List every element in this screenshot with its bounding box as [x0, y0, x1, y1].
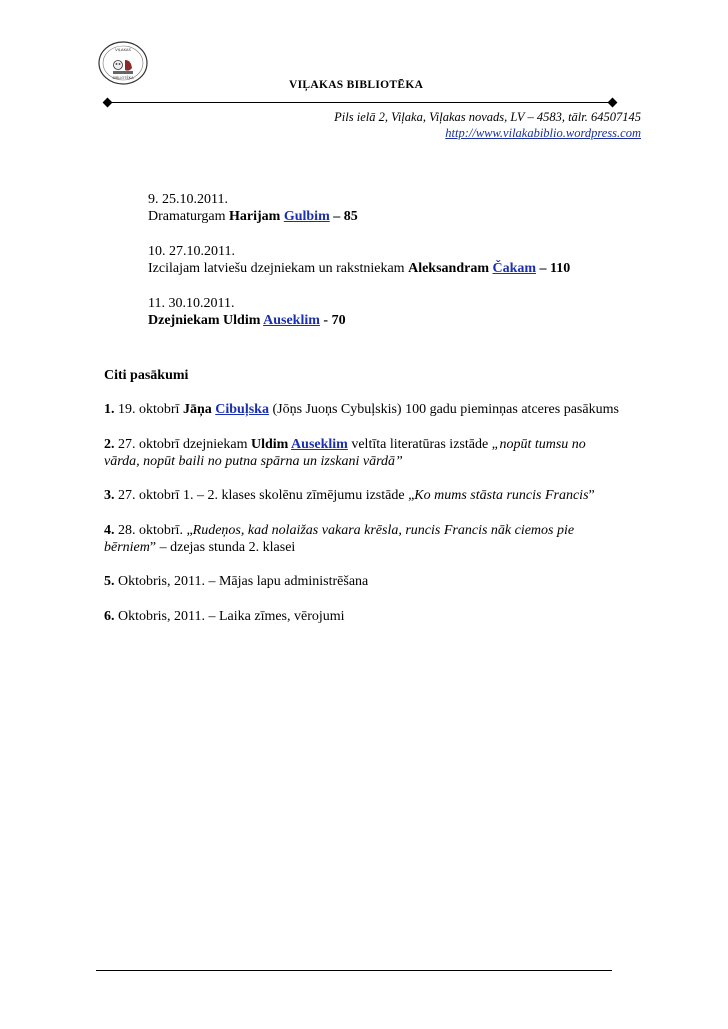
- anniversary-text: Dramaturgam: [148, 209, 229, 224]
- person-name: Uldim: [250, 437, 292, 452]
- poetry-title: bērniem: [104, 540, 150, 555]
- person-name: Dzejniekam Uldim: [148, 313, 264, 328]
- anniversary-age: – 85: [329, 209, 358, 224]
- logo-text-top: VIĻAKAS: [115, 47, 131, 52]
- cakam-link[interactable]: Čakam: [492, 261, 537, 276]
- event-text: Oktobris, 2011. – Laika zīmes, vērojumi: [114, 609, 345, 624]
- event-number: 5.: [104, 574, 115, 589]
- library-url-link[interactable]: http://www.vilakabiblio.wordpress.com: [445, 126, 641, 140]
- logo-text-bottom: BIBLIOTĒKA: [112, 76, 134, 80]
- anniversary-9-date: 9. 25.10.2011.: [148, 192, 228, 207]
- anniversary-age: - 70: [319, 313, 346, 328]
- event-number: 4.: [104, 523, 115, 538]
- anniversary-10-text: [148, 260, 570, 277]
- anniversary-9-text: [148, 208, 358, 225]
- event-text: 28. oktobrī. „: [114, 523, 193, 538]
- header-rule: [108, 102, 613, 103]
- poetry-title: Rudeņos, kad nolaižas vakara krēsla, runcis Francis nāk ciemos pie: [192, 523, 575, 538]
- event-number: 1.: [104, 402, 115, 417]
- rule-right-diamond: [608, 98, 618, 108]
- anniversary-age: – 110: [536, 261, 571, 276]
- event-text: 27. oktobrī 1. – 2. klases skolēnu zīmējumu izstāde „: [114, 488, 415, 503]
- event-text: (Jōņs Juoņs Cybuļskis) 100 gadu pieminņas atceres pasākums: [268, 402, 619, 417]
- event-4-line-2: [104, 539, 295, 556]
- event-3: [104, 487, 595, 504]
- anniversary-11-text: [148, 312, 346, 329]
- event-text: Oktobris, 2011. – Mājas lapu administrēšana: [114, 574, 369, 589]
- person-name: Harijam: [229, 209, 284, 224]
- anniversary-11-date: 11. 30.10.2011.: [148, 296, 235, 311]
- auseklim-link-2[interactable]: Auseklim: [291, 437, 348, 452]
- person-name: Jāņa: [182, 402, 216, 417]
- auseklim-link[interactable]: Auseklim: [263, 313, 320, 328]
- exhibition-title: „nopūt tumsu no: [491, 437, 586, 452]
- event-6: [104, 608, 345, 625]
- rule-left-diamond: [103, 98, 113, 108]
- event-text: 19. oktobrī: [114, 402, 183, 417]
- event-2-line-1: [104, 436, 586, 453]
- event-text: ” – dzejas stunda 2. klasei: [149, 540, 296, 555]
- anniversary-10-date: 10. 27.10.2011.: [148, 244, 235, 259]
- exhibition-title: Ko mums stāsta runcis Francis: [414, 488, 589, 503]
- footer-rule: [96, 970, 612, 971]
- section-title: Citi pasākumi: [104, 368, 189, 383]
- person-name: Aleksandram: [408, 261, 493, 276]
- event-2-line-2: vārda, nopūt baili no putna spārna un izskani vārdā”: [104, 454, 403, 469]
- gulbim-link[interactable]: Gulbim: [283, 209, 330, 224]
- library-logo: [97, 40, 149, 86]
- event-text: ”: [588, 488, 595, 503]
- event-1: [104, 401, 619, 418]
- library-address: Pils ielā 2, Viļaka, Viļakas novads, LV – 4583, tālr. 64507145: [334, 110, 641, 124]
- library-title: VIĻAKAS BIBLIOTĒKA: [289, 79, 424, 91]
- event-text: veltīta literatūras izstāde: [347, 437, 492, 452]
- event-text: 27. oktobrī dzejniekam: [114, 437, 251, 452]
- anniversary-text: Izcilajam latviešu dzejniekam un rakstniekam: [148, 261, 409, 276]
- event-number: 6.: [104, 609, 115, 624]
- event-4-line-1: [104, 522, 574, 539]
- cibulska-link[interactable]: Cibuļska: [215, 402, 269, 417]
- event-5: [104, 573, 368, 590]
- event-number: 3.: [104, 488, 115, 503]
- event-number: 2.: [104, 437, 115, 452]
